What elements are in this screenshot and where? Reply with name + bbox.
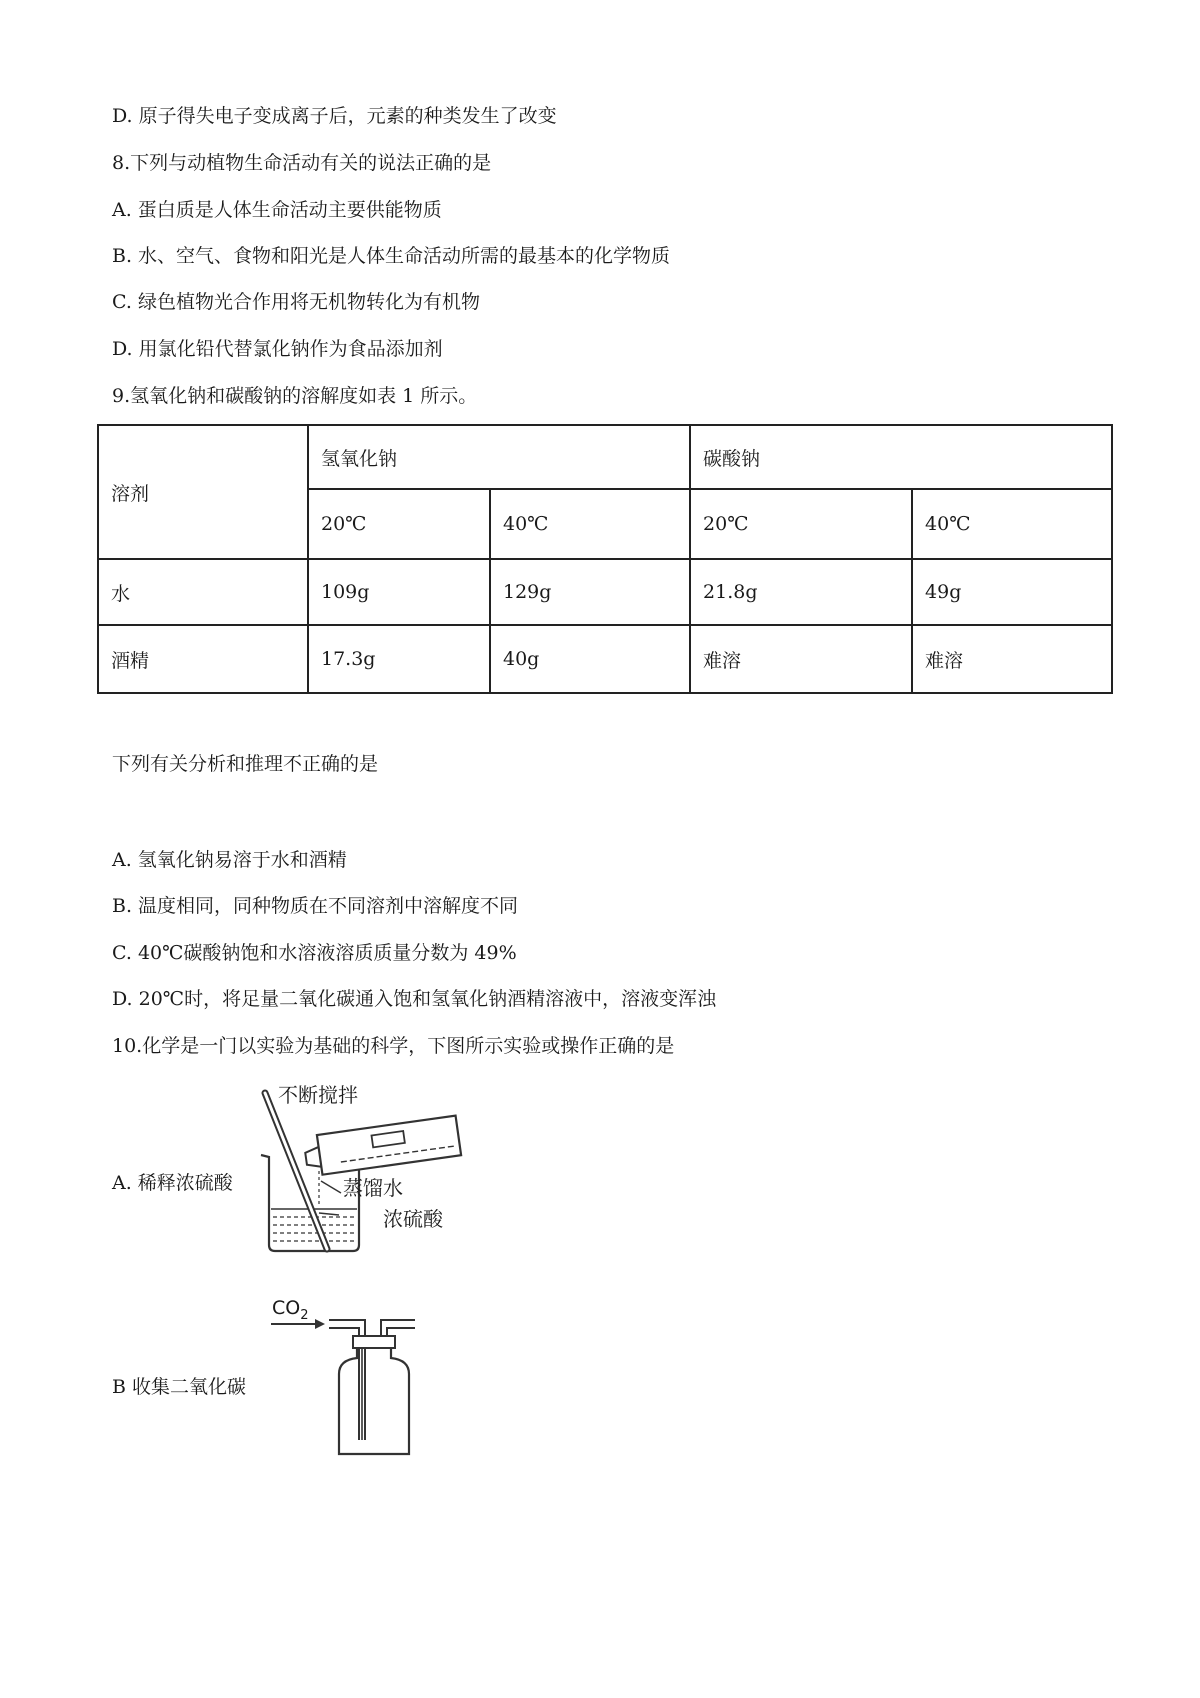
q8-option-c: C. 绿色植物光合作用将无机物转化为有机物 [112, 291, 480, 313]
q9-option-b: B. 温度相同，同种物质在不同溶剂中溶解度不同 [112, 895, 519, 917]
arrow-right-icon [315, 1319, 325, 1329]
q7-option-d: D. 原子得失电子变成离子后，元素的种类发生了改变 [112, 105, 557, 127]
table-cell: 49g [912, 559, 1112, 625]
table-cell-solvent: 酒精 [98, 625, 308, 693]
table-header-solvent: 溶剂 [98, 425, 308, 559]
fig-a-label-acid: 浓硫酸 [383, 1207, 443, 1231]
fig-a-label-stir: 不断搅拌 [278, 1083, 358, 1107]
q8-option-d: D. 用氯化铅代替氯化钠作为食品添加剂 [112, 338, 443, 360]
table-cell: 难溶 [912, 625, 1112, 693]
q9-question: 下列有关分析和推理不正确的是 [112, 753, 379, 775]
table-header-temp: 40℃ [912, 489, 1112, 559]
q10-option-b-label: B 收集二氧化碳 [112, 1376, 247, 1398]
fig-a-label-water: 蒸馏水 [343, 1176, 403, 1200]
figure-dilute-acid [255, 1085, 465, 1260]
table-cell: 129g [490, 559, 690, 625]
q10-option-a-label: A. 稀释浓硫酸 [112, 1172, 233, 1194]
q8-option-a: A. 蛋白质是人体生命活动主要供能物质 [112, 199, 442, 221]
table-row [98, 559, 1112, 625]
fig-b-label-gas [272, 1295, 309, 1329]
q8-option-b: B. 水、空气、食物和阳光是人体生命活动所需的最基本的化学物质 [112, 245, 671, 267]
q9-option-d: D. 20℃时，将足量二氧化碳通入饱和氢氧化钠酒精溶液中，溶液变浑浊 [112, 988, 717, 1010]
q9-stem: 9.氢氧化钠和碳酸钠的溶解度如表 1 所示。 [112, 385, 478, 407]
gas-formula-subscript: 2 [300, 1307, 309, 1323]
gas-formula: CO [272, 1297, 301, 1319]
table-cell: 21.8g [690, 559, 912, 625]
table-row [98, 625, 1112, 693]
table-header-na2co3: 碳酸钠 [690, 425, 1112, 489]
q9-option-c: C. 40℃碳酸钠饱和水溶液溶质质量分数为 49% [112, 942, 517, 964]
table-header-naoh: 氢氧化钠 [308, 425, 690, 489]
table-header-temp: 20℃ [690, 489, 912, 559]
table-header-temp: 40℃ [490, 489, 690, 559]
q8-stem: 8.下列与动植物生命活动有关的说法正确的是 [112, 152, 492, 174]
table-cell: 难溶 [690, 625, 912, 693]
table-cell: 17.3g [308, 625, 490, 693]
solubility-table [97, 424, 1113, 694]
table-cell-solvent: 水 [98, 559, 308, 625]
q10-stem: 10.化学是一门以实验为基础的科学，下图所示实验或操作正确的是 [112, 1035, 675, 1057]
q9-option-a: A. 氢氧化钠易溶于水和酒精 [112, 849, 347, 871]
table-cell: 109g [308, 559, 490, 625]
gas-bottle-icon [339, 1348, 409, 1454]
table-header-temp: 20℃ [308, 489, 490, 559]
reagent-bottle-icon [303, 1116, 461, 1177]
table-cell: 40g [490, 625, 690, 693]
